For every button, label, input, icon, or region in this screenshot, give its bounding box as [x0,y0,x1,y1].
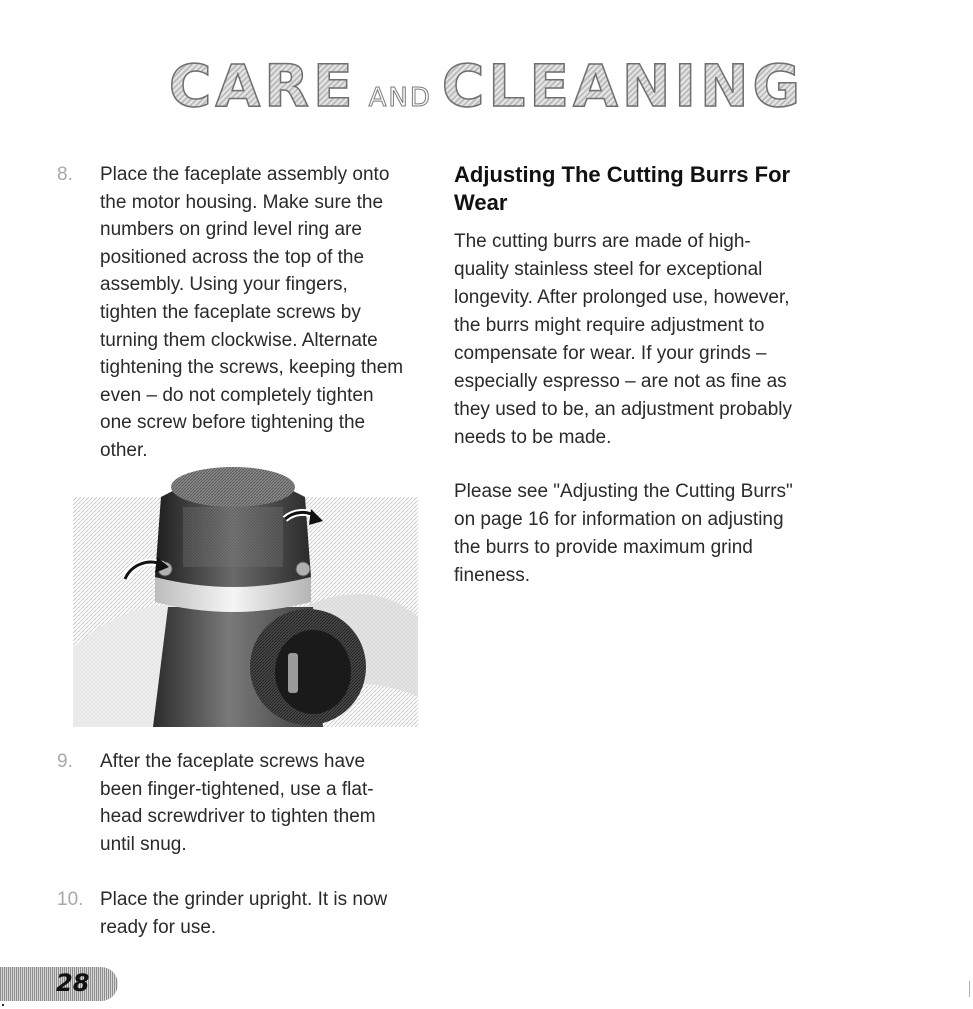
step-8 [57,161,407,465]
header-cleaning: CLEANING [441,52,805,120]
section-paragraph: The cutting burrs are made of high-quality stainless steel for exceptional longevity. After prolonged use, however, the burrs might require adjustment to compensate for wear. If your grinds – especially espresso – are not as fine as they used to be, an adjustment probably needs to be made. [454,231,793,448]
header-and: AND [368,83,432,113]
step-number: 9. [57,751,73,772]
page-number: 28 [56,969,90,997]
header-care: CARE [168,52,357,120]
step-number: 8. [57,164,73,185]
section-heading: Adjusting The Cutting Burrs For Wear [454,162,791,215]
step-text: Place the grinder upright. It is now ready for use. [100,889,388,938]
section-paragraph: Please see "Adjusting the Cutting Burrs" on page 16 for information on adjusting the burrs to provide maximum grind fineness. [454,481,793,586]
corner-mark [2,1004,4,1006]
step-number: 10. [57,889,84,910]
step-text: Place the faceplate assembly onto the motor housing. Make sure the numbers on grind level ring are positioned across the top of the assembly. Using your fingers, tighten the faceplate screws by turning them clockwise. Alternate tightening the screws, keeping them even – do not completely tighten one screw before tightening the other. [100,164,404,461]
grinder-faceplate-photo [73,457,418,727]
edge-mark [969,981,970,997]
step-10 [57,886,407,941]
page-header [0,52,973,120]
page-number-tab [0,967,118,1001]
step-9 [57,748,407,858]
step-text: After the faceplate screws have been finger-tightened, use a flat-head screwdriver to tighten them until snug. [100,751,376,855]
